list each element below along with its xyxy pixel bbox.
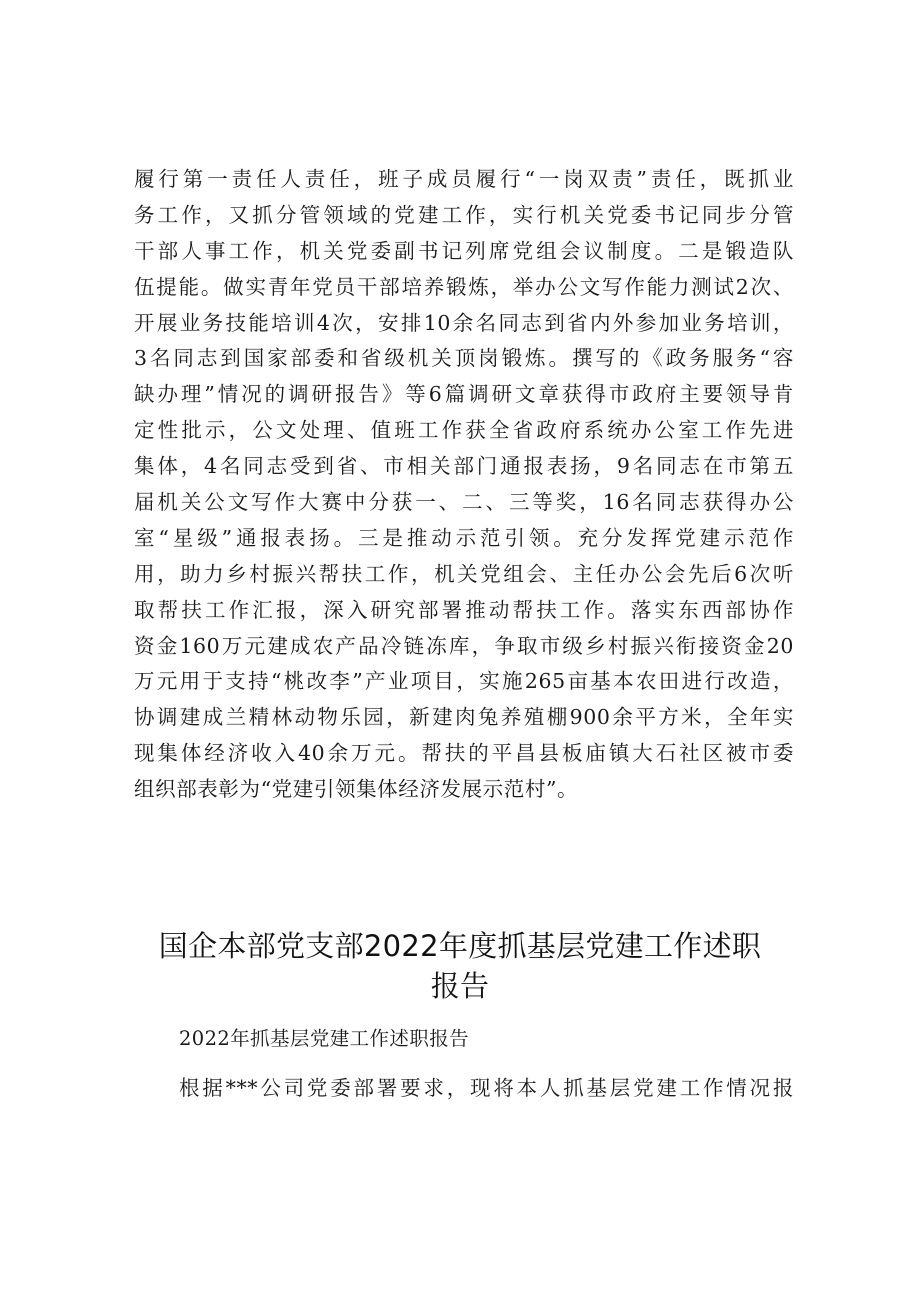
- report-heading: [110, 926, 810, 1006]
- body-line: 取帮扶工作汇报，深入研究部署推动帮扶工作。落实东西部协作: [134, 597, 794, 622]
- body-line: 用，助力乡村振兴帮扶工作，机关党组会、主任办公会先后6次听: [134, 561, 794, 586]
- heading-line: 国企本部党支部2022年度抓基层党建工作述职: [158, 929, 762, 963]
- body-line: 资金160万元建成农产品冷链冻库，争取市级乡村振兴衔接资金20: [134, 633, 794, 658]
- body-line: 组织部表彰为“党建引领集体经济发展示范村”。: [134, 777, 579, 802]
- body-paragraph: [134, 162, 794, 808]
- report-subtitle: 2022年抓基层党建工作述职报告: [179, 1027, 470, 1050]
- body-line: 集体，4名同志受到省、市相关部门通报表扬，9名同志在市第五: [134, 454, 794, 479]
- body-line: 干部人事工作，机关党委副书记列席党组会议制度。二是锻造队: [134, 238, 794, 263]
- body-line: 3名同志到国家部委和省级机关顶岗锻炼。撰写的《政务服务“容: [134, 346, 794, 371]
- body-line: 开展业务技能培训4次，安排10余名同志到省内外参加业务培训，: [134, 310, 794, 335]
- intro-line: 根据***公司党委部署要求，现将本人抓基层党建工作情况报: [179, 1076, 794, 1100]
- body-line: 届机关公文写作大赛中分获一、二、三等奖，16名同志获得办公: [134, 490, 794, 515]
- body-line: 协调建成兰精林动物乐园，新建肉兔养殖棚900余平方米，全年实: [134, 705, 794, 730]
- body-line: 缺办理”情况的调研报告》等6篇调研文章获得市政府主要领导肯: [134, 382, 794, 407]
- body-line: 万元用于支持“桃改李”产业项目，实施265亩基本农田进行改造，: [134, 669, 794, 694]
- body-line: 履行第一责任人责任，班子成员履行“一岗双责”责任，既抓业: [134, 167, 794, 191]
- body-line: 务工作，又抓分管领域的党建工作，实行机关党委书记同步分管: [134, 202, 794, 227]
- body-line: 现集体经济收入40余万元。帮扶的平昌县板庙镇大石社区被市委: [134, 741, 794, 766]
- heading-line: 报告: [430, 969, 490, 1003]
- body-line: 定性批示，公文处理、值班工作获全省政府系统办公室工作先进: [134, 418, 794, 443]
- body-line: 室“星级”通报表扬。三是推动示范引领。充分发挥党建示范作: [134, 525, 794, 550]
- body-line: 伍提能。做实青年党员干部培养锻炼，举办公文写作能力测试2次、: [134, 274, 794, 299]
